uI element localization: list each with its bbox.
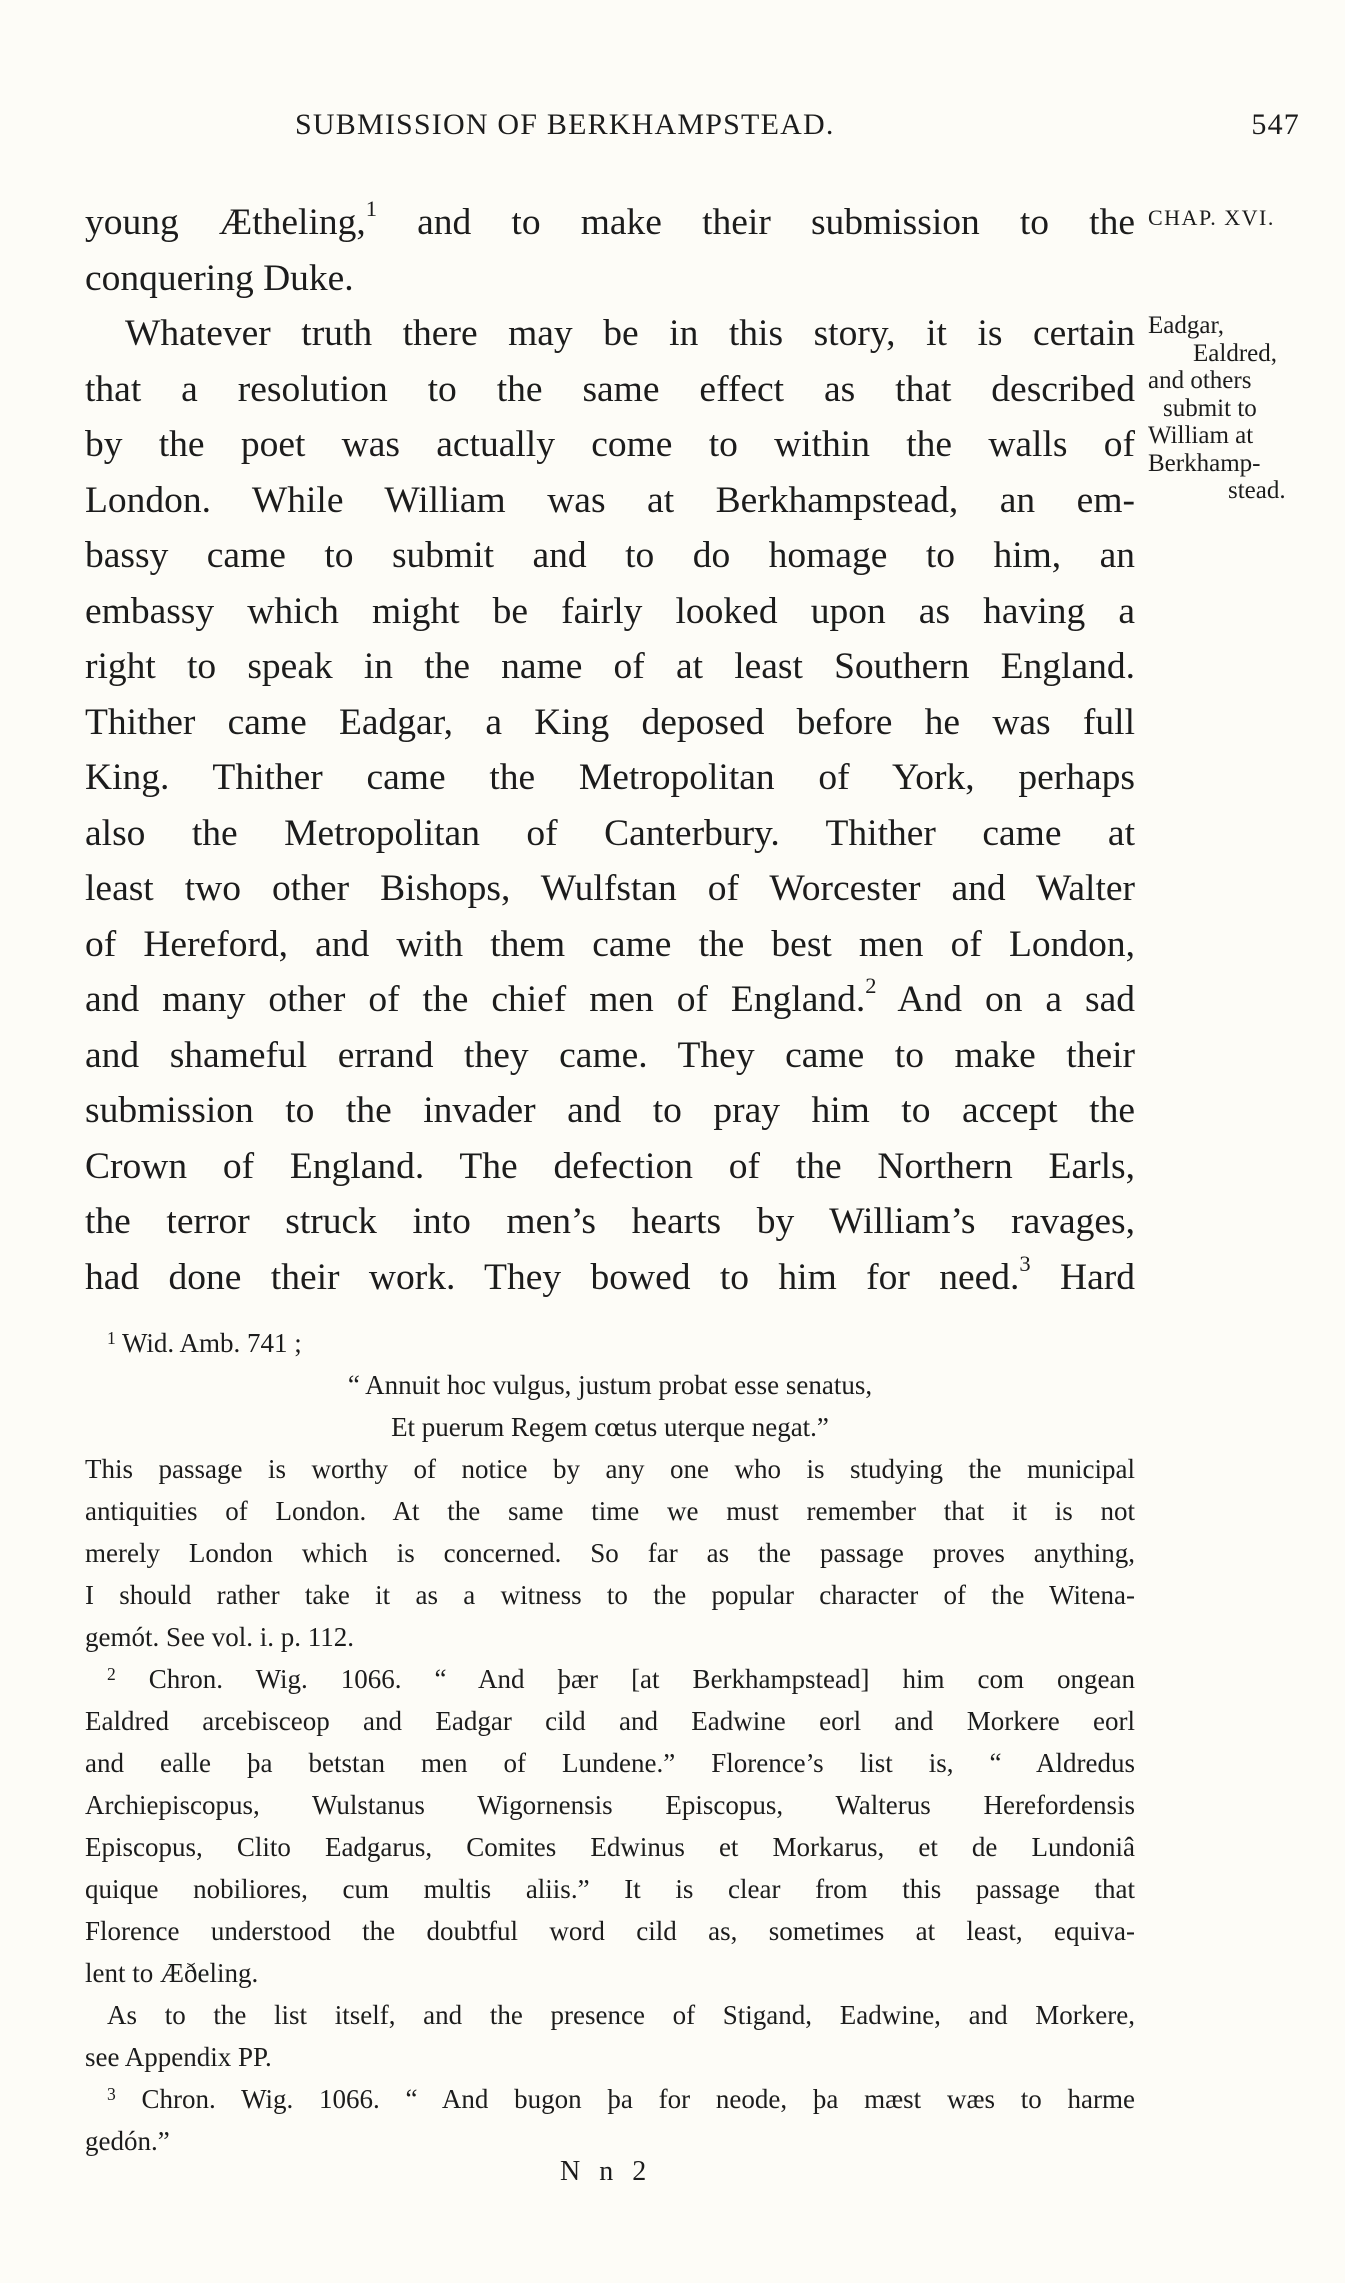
footnote-number: 2 bbox=[107, 1664, 116, 1685]
margin-line: and others bbox=[1148, 367, 1252, 394]
text-line: submission to the invader and to pray him to accept the bbox=[85, 1090, 1135, 1131]
footnote-number: 1 bbox=[107, 1328, 116, 1349]
footnote-line: This passage is worthy of notice by any one who is studying the municipal bbox=[85, 1454, 1135, 1484]
text-line: Whatever truth there may be in this story, it is certain bbox=[125, 313, 1135, 354]
text-line: least two other Bishops, Wulfstan of Worcester and Walter bbox=[85, 868, 1135, 909]
footnote-line: and ealle þa betstan men of Lundene.” Florence’s list is, “ Aldredus bbox=[85, 1748, 1135, 1778]
footnote-line: Florence understood the doubtful word cild as, sometimes at least, equiva- bbox=[85, 1916, 1135, 1946]
footnote-number: 3 bbox=[107, 2084, 116, 2105]
text-line: Thither came Eadgar, a King deposed before he was full bbox=[85, 701, 1135, 743]
marginal-note bbox=[1148, 312, 1330, 505]
footnotes bbox=[85, 1322, 1135, 2162]
margin-line: submit to bbox=[1163, 394, 1257, 422]
text-line: had done their work. They bowed to him for need.$^3$ Hard bbox=[85, 1250, 1136, 1298]
footnote-line: see Appendix PP. bbox=[85, 2042, 272, 2072]
footnote-marker: 3 bbox=[1019, 1250, 1031, 1276]
footnote-start: $^3$ Chron. Wig. 1066. “ And bugon þa for neode, þa mæst wæs to harme bbox=[107, 2084, 1135, 2114]
margin-line: Eadgar, bbox=[1148, 312, 1225, 339]
text-line: by the poet was actually come to within the walls of bbox=[85, 424, 1135, 465]
footnote-marker: 1 bbox=[365, 196, 378, 221]
text-line: the terror struck into men’s hearts by William’s ravages, bbox=[85, 1201, 1135, 1242]
footnote-line: gemót. See vol. i. p. 112. bbox=[85, 1622, 354, 1652]
text-line: embassy which might be fairly looked upon as having a bbox=[85, 590, 1135, 632]
page-number: 547 bbox=[1251, 108, 1300, 141]
footnote-line: antiquities of London. At the same time we must remember that it is not bbox=[85, 1496, 1135, 1526]
chapter-sidenote bbox=[1148, 205, 1328, 231]
text-line: also the Metropolitan of Canterbury. Thither came at bbox=[85, 812, 1135, 854]
margin-line: William at bbox=[1148, 422, 1254, 449]
footnote-marker: 2 bbox=[865, 973, 877, 998]
running-title: SUBMISSION OF BERKHAMPSTEAD. bbox=[295, 108, 835, 141]
text-line: conquering Duke. bbox=[85, 257, 354, 299]
text-line: London. While William was at Berkhampstead, an em- bbox=[85, 479, 1135, 521]
text-line: and many other of the chief men of England.$^2$ And on a sad bbox=[85, 973, 1135, 1020]
footnote-line: gedón.” bbox=[85, 2126, 170, 2156]
text-line: that a resolution to the same effect as that described bbox=[85, 368, 1135, 410]
margin-line: Ealdred, bbox=[1193, 339, 1277, 367]
chapter-label: CHAP. XVI. bbox=[1148, 205, 1275, 230]
margin-line: Berkhamp- bbox=[1148, 449, 1261, 477]
footnote-line: Episcopus, Clito Eadgarus, Comites Edwinus et Morkarus, et de Lundoniâ bbox=[85, 1832, 1135, 1862]
text-line: young Ætheling,$^1$ and to make their submission to the bbox=[85, 196, 1135, 243]
text-line: bassy came to submit and to do homage to him, an bbox=[85, 535, 1135, 576]
footnote-line: As to the list itself, and the presence of Stigand, Eadwine, and Morkere, bbox=[107, 2000, 1135, 2030]
footnote-line: merely London which is concerned. So far as the passage proves anything, bbox=[85, 1538, 1135, 1568]
footnote-line: Archiepiscopus, Wulstanus Wigornensis Episcopus, Walterus Herefordensis bbox=[85, 1790, 1135, 1820]
footnote-line: “ Annuit hoc vulgus, justum probat esse senatus, bbox=[347, 1370, 873, 1400]
text-line: King. Thither came the Metropolitan of York, perhaps bbox=[85, 757, 1135, 798]
main-text bbox=[85, 195, 1135, 1305]
footnote-line: Et puerum Regem cœtus uterque negat.” bbox=[391, 1412, 829, 1442]
signature-mark: N n 2 bbox=[560, 2156, 653, 2187]
text-line: of Hereford, and with them came the best men of London, bbox=[85, 923, 1135, 965]
footnote-line: quique nobiliores, cum multis aliis.” It is clear from this passage that bbox=[85, 1874, 1135, 1904]
text-line: right to speak in the name of at least Southern England. bbox=[85, 646, 1135, 687]
footnote-line: I should rather take it as a witness to the popular character of the Witena- bbox=[85, 1580, 1135, 1610]
text-line: and shameful errand they came. They came to make their bbox=[85, 1034, 1135, 1076]
footnote-line: lent to Æðeling. bbox=[85, 1958, 259, 1988]
footnote-line: Ealdred arcebisceop and Eadgar cild and Eadwine eorl and Morkere eorl bbox=[85, 1706, 1135, 1736]
margin-line: stead. bbox=[1228, 477, 1286, 504]
footnote-start: $^1$ Wid. Amb. 741 ; bbox=[107, 1328, 302, 1358]
footnote-start: $^2$ Chron. Wig. 1066. “ And þær [at Berkhampstead] him com ongean bbox=[107, 1664, 1136, 1694]
text-line: Crown of England. The defection of the Northern Earls, bbox=[85, 1145, 1135, 1187]
